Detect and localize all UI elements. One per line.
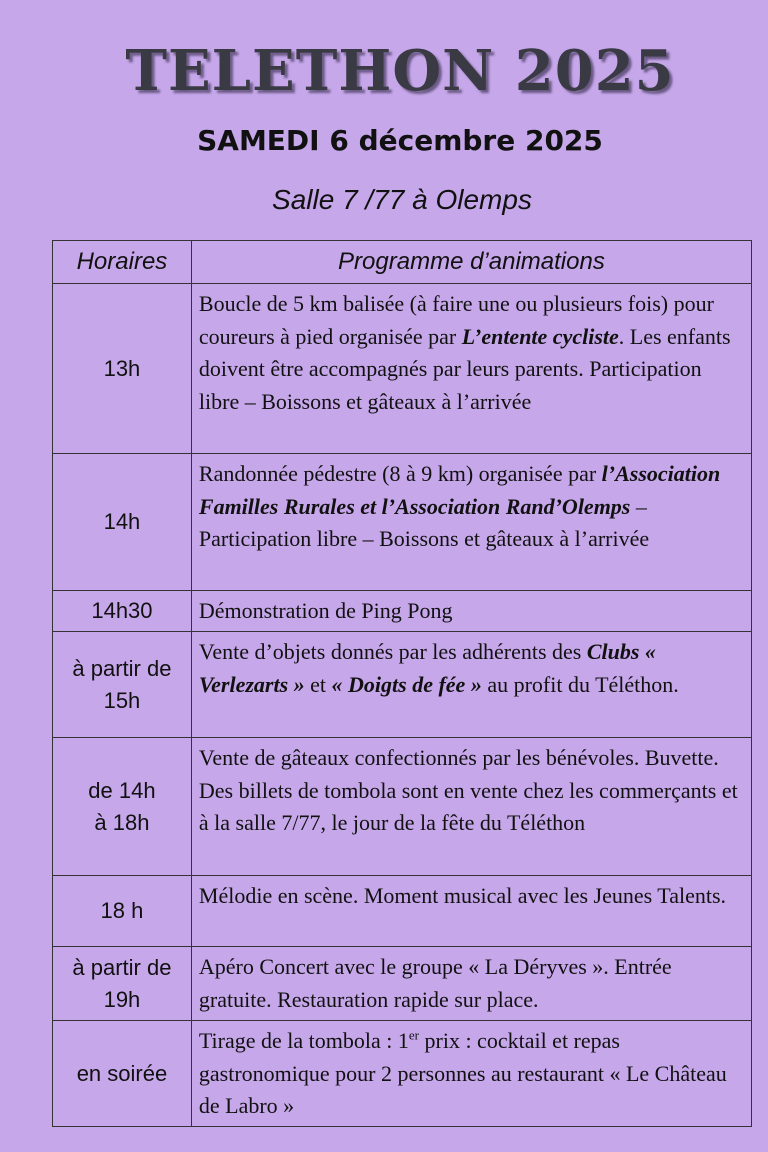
event-venue: Salle 7 /77 à Olemps: [272, 184, 532, 215]
page-title: TELETHON 2025: [125, 38, 675, 104]
club-name: « Doigts de fée »: [331, 671, 482, 697]
description-text: – Participation libre – Boissons et gâteaux à l’arrivée: [198, 493, 650, 551]
organizer-name: l’Association Familles Rurales et l’Association Rand’Olemps: [198, 461, 721, 519]
description-text: Tirage de la tombola : 1: [198, 1028, 409, 1053]
description-text: et: [304, 671, 332, 697]
table-row: [53, 632, 752, 738]
column-header-time: Horaires: [53, 241, 192, 284]
table-row: [53, 1021, 752, 1127]
row-time: à partir de 15h: [53, 632, 192, 738]
row-description: [191, 947, 751, 1021]
description-text: Démonstration de Ping Pong: [198, 598, 453, 624]
row-time: [53, 738, 192, 876]
organizer-name: L’entente cycliste: [461, 323, 619, 349]
program-table: [52, 240, 752, 1127]
table-row: [53, 284, 752, 454]
row-time: 14h30: [53, 591, 192, 632]
club-name: Clubs « Verlezarts »: [198, 639, 656, 697]
description-text: Vente de gâteaux confectionnés par les bénévoles. Buvette. Des billets de tombola sont en vente chez les commerçants et à la salle 7/77, le jour de la fête du Téléthon: [198, 745, 738, 835]
row-time: à partir de 19h: [53, 947, 192, 1021]
row-time: 14h: [53, 454, 192, 591]
row-description: [191, 591, 751, 632]
column-header-program: Programme d’animations: [191, 241, 751, 284]
row-time: en soirée: [53, 1021, 192, 1127]
table-row: [53, 738, 752, 876]
table-row: [53, 454, 752, 591]
description-text: Mélodie en scène. Moment musical avec les Jeunes Talents.: [198, 883, 727, 908]
time-line: de 14h: [88, 777, 156, 803]
table-row: [53, 876, 752, 947]
description-text: prix : cocktail et repas gastronomique pour 2 personnes au restaurant « Le Château de Labro »: [198, 1028, 727, 1118]
row-description: [191, 876, 751, 947]
time-line: à 18h: [94, 809, 150, 835]
table-header-row: [53, 241, 752, 284]
description-text: au profit du Téléthon.: [481, 671, 679, 697]
description-text: Boucle de 5 km balisée (à faire une ou plusieurs fois) pour coureurs à pied organisée par: [198, 291, 714, 349]
row-description: [191, 284, 751, 454]
row-time: 13h: [53, 284, 192, 454]
table-row: [53, 947, 752, 1021]
description-text: . Les enfants doivent être accompagnés par leurs parents. Participation libre – Boissons et gâteaux à l’arrivée: [198, 323, 731, 414]
row-description: [191, 632, 751, 738]
event-date: SAMEDI 6 décembre 2025: [197, 124, 603, 157]
row-time: 18 h: [53, 876, 192, 947]
description-text: Vente d’objets donnés par les adhérents des: [198, 639, 587, 664]
ordinal-suffix: er: [408, 1027, 419, 1043]
row-description: [191, 454, 751, 591]
table-row: [53, 591, 752, 632]
row-description: [191, 1021, 751, 1127]
description-text: Apéro Concert avec le groupe « La Déryves ». Entrée gratuite. Restauration rapide sur place.: [198, 954, 672, 1012]
row-description: [191, 738, 751, 876]
description-text: Randonnée pédestre (8 à 9 km) organisée par: [198, 461, 602, 486]
